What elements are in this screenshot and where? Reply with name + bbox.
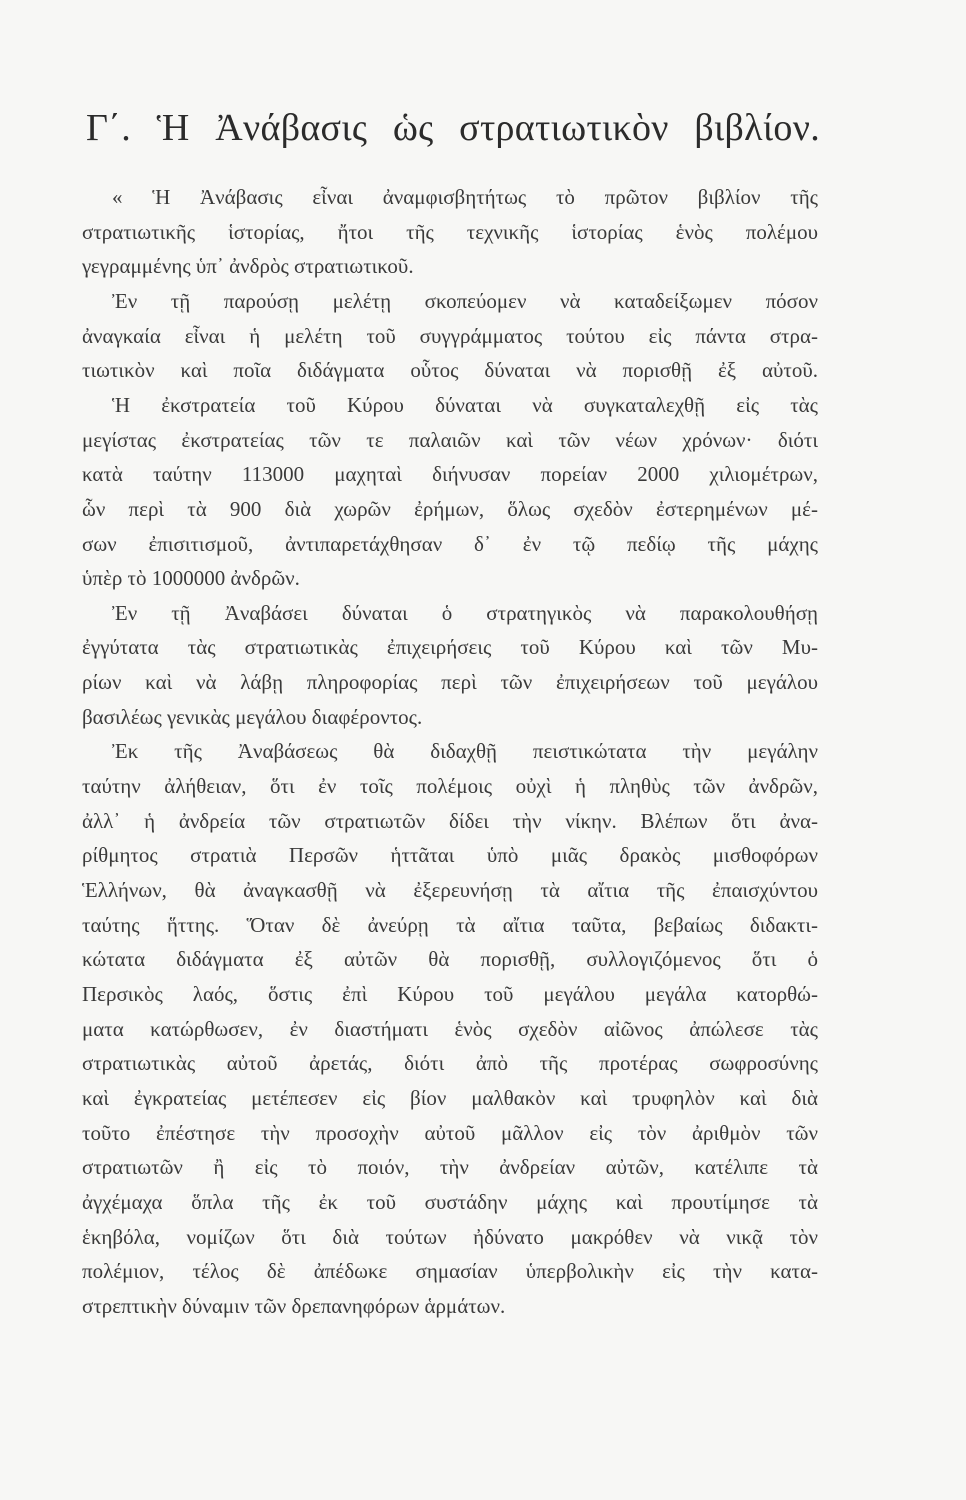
text-line: ματα κατώρθωσεν, ἐν διαστήματι ἑνὸς σχεδὸν αἰῶνος ἀπώλεσε τὰς xyxy=(82,1016,818,1041)
text-line: Ἐν τῇ παρούσῃ μελέτῃ σκοπεύομεν νὰ καταδείξωμεν πόσον xyxy=(112,288,818,313)
text-line: ὑπὲρ τὸ 1000000 ἀνδρῶν. xyxy=(82,566,300,591)
text-line: στρατιωτικῆς ἱστορίας, ἤτοι τῆς τεχνικῆς ἱστορίας ἑνὸς πολέμου xyxy=(82,219,818,244)
text-line: ἀγχέμαχα ὅπλα τῆς ἐκ τοῦ συστάδην μάχης καὶ προυτίμησε τὰ xyxy=(82,1189,818,1214)
text-line: κώτατα διδάγματα ἐξ αὐτῶν θὰ πορισθῇ, συλλογιζόμενος ὅτι ὁ xyxy=(82,947,818,972)
text-line: ταύτην ἀλήθειαν, ὅτι ἐν τοῖς πολέμοις οὐχὶ ἡ πληθὺς τῶν ἀνδρῶν, xyxy=(82,774,818,799)
text-line: ρίθμητος στρατιὰ Περσῶν ἡττᾶται ὑπὸ μιᾶς δρακὸς μισθοφόρων xyxy=(82,843,818,868)
text-line: στρατιωτῶν ἢ εἰς τὸ ποιόν, τὴν ἀνδρείαν αὐτῶν, κατέλιπε τὰ xyxy=(82,1155,818,1180)
text-line: ἀναγκαία εἶναι ἡ μελέτη τοῦ συγγράμματος τούτου εἰς πάντα στρα- xyxy=(82,323,818,348)
text-line: ἀλλ᾿ ἡ ἀνδρεία τῶν στρατιωτῶν δίδει τὴν νίκην. Βλέπων ὅτι ἀνα- xyxy=(82,808,818,833)
text-line: Περσικὸς λαός, ὅστις ἐπὶ Κύρου τοῦ μεγάλου μεγάλα κατορθώ- xyxy=(82,981,818,1006)
text-line: Ἐκ τῆς Ἀναβάσεως θὰ διδαχθῇ πειστικώτατα τὴν μεγάλην xyxy=(112,739,818,764)
text-line: κατὰ ταύτην 113000 μαχηταὶ διήνυσαν πορείαν 2000 χιλιομέτρων, xyxy=(82,462,818,487)
text-line: πολέμιον, τέλος δὲ ἀπέδωκε σημασίαν ὑπερβολικὴν εἰς τὴν κατα- xyxy=(82,1259,818,1284)
text-line: ρίων καὶ νὰ λάβῃ πληροφορίας περὶ τῶν ἐπιχειρήσεων τοῦ μεγάλου xyxy=(82,670,818,695)
text-line: ὧν περὶ τὰ 900 διὰ χωρῶν ἐρήμων, ὅλως σχεδὸν ἐστερημένων μέ- xyxy=(82,496,818,521)
text-line: Ἐν τῇ Ἀναβάσει δύναται ὁ στρατηγικὸς νὰ παρακολουθήσῃ xyxy=(112,600,818,625)
text-line: « Ἡ Ἀνάβασις εἶναι ἀναμφισβητήτως τὸ πρῶτον βιβλίον τῆς xyxy=(112,185,818,209)
text-line: ἑκηβόλα, νομίζων ὅτι διὰ τούτων ἠδύνατο μακρόθεν νὰ νικᾷ τὸν xyxy=(82,1224,818,1249)
text-line: βασιλέως γενικὰς μεγάλου διαφέροντος. xyxy=(82,704,423,729)
text-line: Ἑλλήνων, θὰ ἀναγκασθῇ νὰ ἐξερευνήσῃ τὰ αἴτια τῆς ἐπαισχύντου xyxy=(82,878,818,902)
text-line: γεγραμμένης ὑπ᾿ ἀνδρὸς στρατιωτικοῦ. xyxy=(82,254,414,279)
text-line: στρεπτικὴν δύναμιν τῶν δρεπανηφόρων ἁρμάτων. xyxy=(82,1293,506,1318)
text-line: στρατιωτικὰς αὐτοῦ ἀρετάς, διότι ἀπὸ τῆς προτέρας σωφροσύνης xyxy=(82,1051,818,1076)
text-line: τιωτικὸν καὶ ποῖα διδάγματα οὗτος δύναται νὰ πορισθῇ ἐξ αὐτοῦ. xyxy=(82,358,818,383)
text-line: τοῦτο ἐπέστησε τὴν προσοχὴν αὐτοῦ μᾶλλον εἰς τὸν ἀριθμὸν τῶν xyxy=(82,1120,818,1145)
text-line: μεγίστας ἐκστρατείας τῶν τε παλαιῶν καὶ τῶν νέων χρόνων· διότι xyxy=(82,427,818,452)
text-line: καὶ ἐγκρατείας μετέπεσεν εἰς βίον μαλθακὸν καὶ τρυφηλὸν καὶ διὰ xyxy=(82,1085,818,1110)
text-line: σων ἐπισιτισμοῦ, ἀντιπαρετάχθησαν δ᾿ ἐν τῷ πεδίῳ τῆς μάχης xyxy=(82,531,818,556)
text-line: ταύτης ἥττης. Ὅταν δὲ ἀνεύρῃ τὰ αἴτια ταῦτα, βεβαίως διδακτι- xyxy=(82,912,818,937)
text-line: Ἡ ἐκστρατεία τοῦ Κύρου δύναται νὰ συγκαταλεχθῇ εἰς τὰς xyxy=(112,392,818,417)
section-title: Γ΄. Ἡ Ἀνάβασις ὡς στρατιωτικὸν βιβλίον. xyxy=(86,107,820,149)
text-line: ἐγγύτατα τὰς στρατιωτικὰς ἐπιχειρήσεις τοῦ Κύρου καὶ τῶν Μυ- xyxy=(82,635,818,660)
